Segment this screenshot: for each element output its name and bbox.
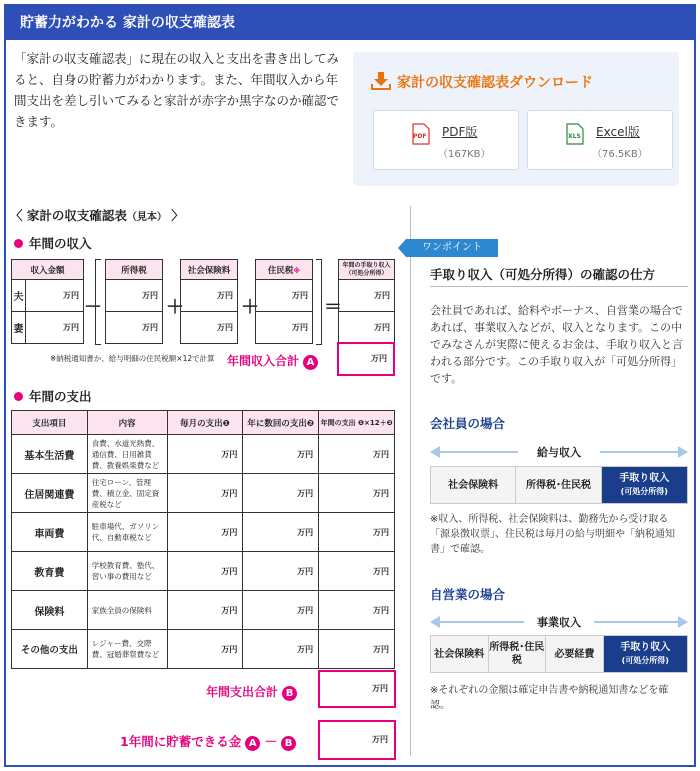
yen-cell: 万円 <box>319 435 395 474</box>
income-tax-table <box>105 259 163 344</box>
col-occasional: 年に数回の支出❷ <box>243 411 319 435</box>
yen: 万円 <box>106 312 163 344</box>
bracket-right <box>316 259 322 345</box>
expense-total-box: 万円 <box>318 670 396 708</box>
self-employed-breakdown <box>430 635 688 673</box>
yen-cell: 万円 <box>319 552 395 591</box>
cell-social: 社会保険料 <box>431 636 489 672</box>
yen: 万円 <box>181 280 238 312</box>
yen-cell: 万円 <box>167 630 243 669</box>
col-income: 収入金額 <box>12 260 84 280</box>
excel-download-button[interactable] <box>527 110 673 170</box>
col-tax: 所得税 <box>106 260 163 280</box>
svg-text:XLS: XLS <box>568 133 581 140</box>
yen: 万円 <box>181 312 238 344</box>
minus-sign: － <box>84 297 102 318</box>
cell-social: 社会保険料 <box>431 467 516 503</box>
table-row: 住居関連費 住宅ローン、管理費、積立金、固定資産税など 万円 万円 万円 <box>12 474 395 513</box>
excel-label[interactable]: Excel版 <box>596 125 640 139</box>
income-total-label: 年間収入合計 A <box>227 352 318 370</box>
yen-cell: 万円 <box>243 435 319 474</box>
yen-cell: 万円 <box>243 630 319 669</box>
download-title-text: 家計の収支確認表ダウンロード <box>397 75 593 91</box>
self-employed-heading: 自営業の場合 <box>430 587 506 602</box>
cell-expenses: 必要経費 <box>546 636 604 672</box>
right-divider <box>430 286 688 287</box>
one-point-tag: ワンポイント <box>406 239 498 257</box>
income-resident-table <box>255 259 313 344</box>
col-detail: 内容 <box>87 411 167 435</box>
employee-arrow: 給与収入 <box>430 442 688 462</box>
svg-text:PDF: PDF <box>413 133 427 140</box>
bullet-icon <box>14 392 23 401</box>
yen-cell: 万円 <box>167 591 243 630</box>
excel-size: （76.5KB） <box>592 149 648 160</box>
plus-sign: ＋ <box>166 297 184 318</box>
col-net: 年間の手取り収入（可処分所得） <box>339 260 395 280</box>
yen-cell: 万円 <box>243 591 319 630</box>
yen: 万円 <box>256 312 313 344</box>
employee-breakdown <box>430 466 688 504</box>
pdf-download-button[interactable] <box>373 110 519 170</box>
table-row: 基本生活費 食費、水道光熱費、通信費、日用雑貨費、教養娯楽費など 万円 万円 万円 <box>12 435 395 474</box>
sample-title: 〈 家計の収支確認表（見本） 〉 <box>10 208 184 223</box>
yen: 万円 <box>26 280 84 312</box>
yen-cell: 万円 <box>167 552 243 591</box>
income-heading: 年間の収入 <box>14 234 92 252</box>
col-annual: 年間の支出 ❶×12＋❷ <box>319 411 395 435</box>
download-icon <box>371 72 391 94</box>
income-amount-table <box>11 259 84 344</box>
table-row: 車両費 駐車場代、ガソリン代、自動車税など 万円 万円 万円 <box>12 513 395 552</box>
right-title: 手取り収入（可処分所得）の確認の仕方 <box>430 267 656 282</box>
expense-heading: 年間の支出 <box>14 387 92 405</box>
yen-cell: 万円 <box>167 474 243 513</box>
plus-sign: ＋ <box>241 297 259 318</box>
yen: 万円 <box>106 280 163 312</box>
intro-text: 「家計の収支確認表」に現在の収入と支出を書き出してみると、自身の貯蓄力がわかります。また、年間収入から年間支出を差し引いてみると家計が赤字か黒字なのか確認できます。 <box>14 51 340 129</box>
download-panel <box>353 52 679 186</box>
table-row: 保険料 家族全員の保険料 万円 万円 万円 <box>12 591 395 630</box>
resident-tax-note: ※納税通知書か、給与明細の住民税額×12で計算 <box>50 354 215 363</box>
self-employed-arrow: 事業収入 <box>430 612 688 632</box>
yen-cell: 万円 <box>319 591 395 630</box>
yen-cell: 万円 <box>243 552 319 591</box>
row-wife: 妻 <box>12 312 26 344</box>
col-social: 社会保険料 <box>181 260 238 280</box>
yen-cell: 万円 <box>319 474 395 513</box>
yen: 万円 <box>339 312 395 344</box>
download-title <box>371 72 593 94</box>
pdf-file-icon <box>412 123 430 149</box>
yen-cell: 万円 <box>167 513 243 552</box>
cell-net: 手取り収入 (可処分所得) <box>604 636 687 672</box>
yen-cell: 万円 <box>319 630 395 669</box>
expense-table <box>11 410 395 669</box>
cell-tax: 所得税･住民税 <box>516 467 601 503</box>
savings-box: 万円 <box>318 720 396 760</box>
col-category: 支出項目 <box>12 411 88 435</box>
income-total-box: 万円 <box>337 342 395 376</box>
pdf-size: （167KB） <box>438 149 491 160</box>
yen-cell: 万円 <box>167 435 243 474</box>
bullet-icon <box>14 239 23 248</box>
savings-label: 1年間に貯蓄できる金 A － B <box>120 732 296 751</box>
income-net-table <box>338 259 395 344</box>
table-row: 教育費 学校教育費、塾代、習い事の費用など 万円 万円 万円 <box>12 552 395 591</box>
yen-cell: 万円 <box>319 513 395 552</box>
equals-sign: ＝ <box>324 297 342 318</box>
yen: 万円 <box>26 312 84 344</box>
pdf-label[interactable]: PDF版 <box>442 125 478 139</box>
yen: 万円 <box>339 280 395 312</box>
income-social-table <box>180 259 238 344</box>
self-employed-note: ※それぞれの金額は確定申告書や納税通知書などを確認。 <box>430 685 669 711</box>
excel-file-icon <box>566 123 584 149</box>
page-title: 貯蓄力がわかる 家計の収支確認表 <box>6 6 694 40</box>
row-husband: 夫 <box>12 280 26 312</box>
bracket-left <box>95 259 101 345</box>
employee-note: ※収入、所得税、社会保険料は、勤務先から受け取る「源泉徴収票」、住民税は毎月の給与明細や「納税通知書」で確認。 <box>430 514 675 555</box>
col-resident: 住民税※ <box>256 260 313 280</box>
yen-cell: 万円 <box>243 474 319 513</box>
expense-total-label: 年間支出合計 B <box>206 683 297 701</box>
table-row: その他の支出 レジャー費、交際費、冠婚葬祭費など 万円 万円 万円 <box>12 630 395 669</box>
cell-net: 手取り収入 (可処分所得) <box>602 467 687 503</box>
yen: 万円 <box>256 280 313 312</box>
yen-cell: 万円 <box>243 513 319 552</box>
column-divider <box>410 206 411 756</box>
right-body: 会社員であれば、給料やボーナス、自営業の場合であれば、事業収入などが、収入となります。この中でみなさんが実際に使えるお金は、手取り収入と言われる部分です。この手取り収入が「可処分所得」です。 <box>430 304 683 385</box>
employee-heading: 会社員の場合 <box>430 416 506 431</box>
col-monthly: 毎月の支出❶ <box>167 411 243 435</box>
cell-tax: 所得税･住民税 <box>489 636 547 672</box>
